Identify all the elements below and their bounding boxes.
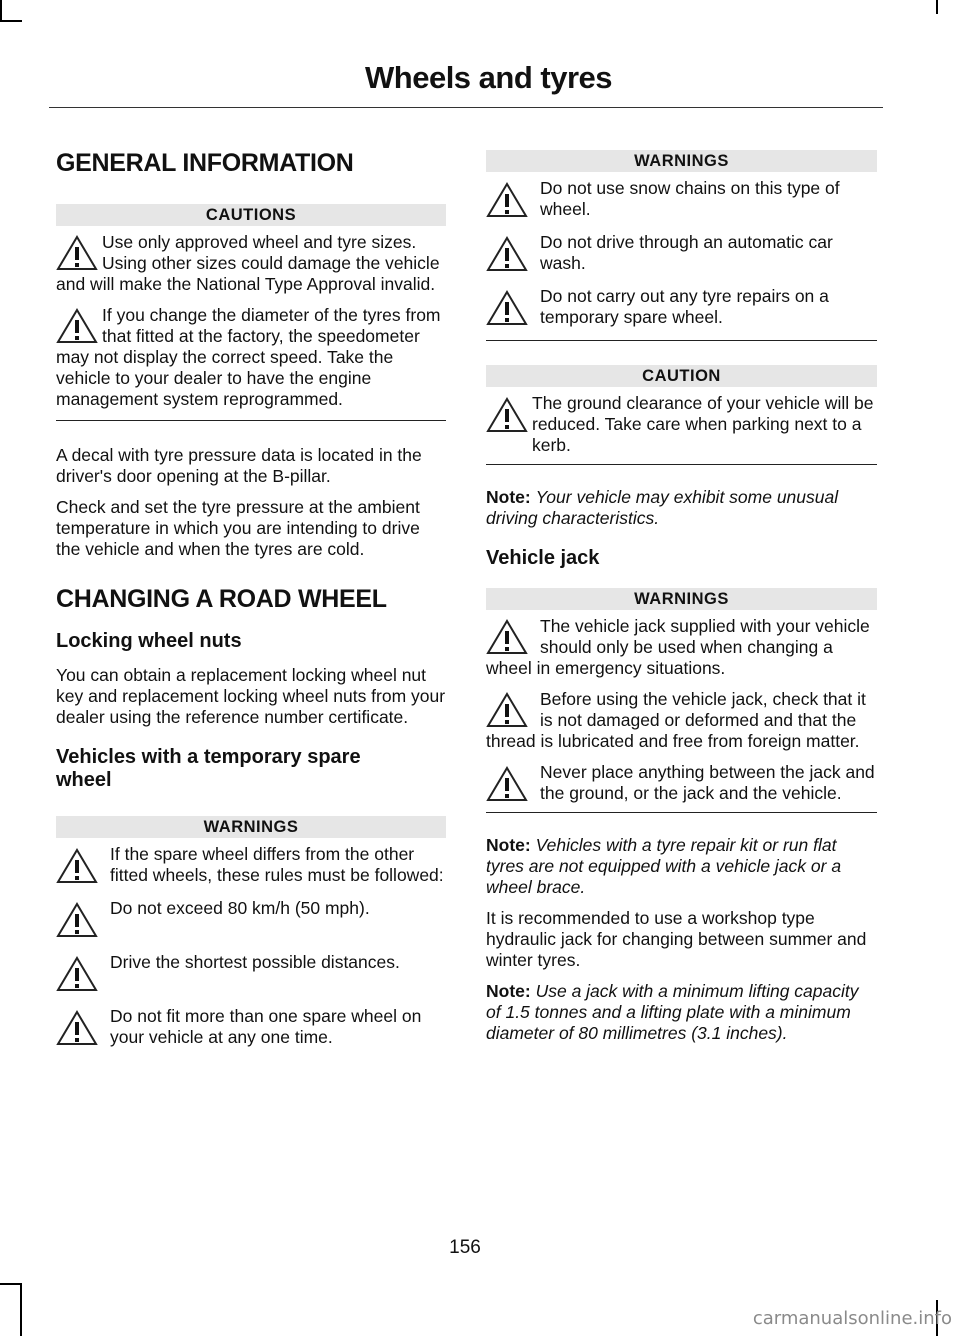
- note-label: Note:: [486, 981, 531, 1001]
- caution-text: Use only approved wheel and tyre sizes. Using other sizes could damage the vehicle and will make the National Type Approval invalid.: [56, 232, 440, 294]
- caution-item: [486, 393, 877, 456]
- note: [486, 487, 877, 529]
- warning-text: Drive the shortest possible distances.: [110, 952, 400, 972]
- warning-text: Do not exceed 80 km/h (50 mph).: [110, 898, 370, 918]
- warning-text: If the spare wheel differs from the other fitted wheels, these rules must be followed:: [110, 844, 444, 885]
- warning-icon: [486, 766, 528, 802]
- paragraph: Check and set the tyre pressure at the ambient temperature in which you are intending to drive the vehicle and when the tyres are cold.: [56, 497, 420, 559]
- warning-text: Do not use snow chains on this type of wheel.: [540, 178, 840, 219]
- section-divider: [486, 340, 877, 341]
- crop-mark: [0, 0, 2, 20]
- note-text: Vehicles with a tyre repair kit or run flat tyres are not equipped with a vehicle jack or a wheel brace.: [486, 835, 842, 897]
- warning-item: [486, 178, 877, 224]
- warning-item: [56, 844, 446, 886]
- warning-item: [486, 286, 877, 332]
- warning-icon: [486, 182, 528, 218]
- warnings-header: WARNINGS: [486, 150, 877, 172]
- warning-icon: [56, 956, 98, 992]
- note: [486, 981, 877, 1044]
- warning-icon: [56, 848, 98, 884]
- note: [486, 835, 877, 898]
- paragraph: It is recommended to use a workshop type hydraulic jack for changing between summer and winter tyres.: [486, 908, 867, 970]
- warning-text: The vehicle jack supplied with your vehicle should only be used when changing a wheel in emergency situations.: [486, 616, 870, 678]
- warning-item: [56, 1006, 446, 1048]
- caution-icon: [486, 397, 528, 433]
- crop-mark: [936, 0, 938, 14]
- section-divider: [56, 420, 446, 421]
- caution-text: If you change the diameter of the tyres from that fitted at the factory, the speedometer may not display the correct speed. Take the vehicle to your dealer to have the engine management system reprogrammed.: [56, 305, 441, 409]
- locking-wheel-nuts-heading: Locking wheel nuts: [56, 630, 242, 652]
- changing-road-wheel-heading: CHANGING A ROAD WHEEL: [56, 585, 387, 613]
- page-title: Wheels and tyres: [365, 60, 612, 95]
- warning-item: [486, 616, 877, 679]
- note-text: Use a jack with a minimum lifting capacity of 1.5 tonnes and a lifting plate with a minimum diameter of 80 millimetres (3.1 inches).: [486, 981, 859, 1043]
- paragraph: You can obtain a replacement locking wheel nut key and replacement locking wheel nuts from your dealer using the reference number certificate.: [56, 665, 446, 727]
- warning-icon: [56, 1010, 98, 1046]
- warning-text: Do not carry out any tyre repairs on a temporary spare wheel.: [540, 286, 829, 327]
- right-column: [486, 140, 877, 1044]
- warnings-header: WARNINGS: [486, 588, 877, 610]
- caution-icon: [56, 308, 98, 344]
- paragraph: A decal with tyre pressure data is located in the driver's door opening at the B-pillar.: [56, 445, 422, 486]
- warning-icon: [486, 692, 532, 728]
- watermark: carmanualsonline.info: [752, 1308, 952, 1329]
- warning-item: [486, 762, 877, 804]
- warning-text: Do not fit more than one spare wheel on your vehicle at any one time.: [110, 1006, 422, 1047]
- warning-item: [56, 952, 446, 1000]
- crop-mark: [0, 1283, 22, 1285]
- page-number: 156: [449, 1237, 481, 1258]
- left-column: [56, 140, 446, 1048]
- caution-item: [56, 232, 446, 295]
- cautions-header: CAUTIONS: [56, 204, 446, 226]
- section-divider: [486, 464, 877, 465]
- general-information-heading: GENERAL INFORMATION: [56, 149, 354, 177]
- warning-icon: [486, 290, 528, 326]
- note-label: Note:: [486, 487, 531, 507]
- warning-item: [56, 898, 446, 946]
- warning-text: Before using the vehicle jack, check that it is not damaged or deformed and that the thread is lubricated and free from foreign matter.: [486, 689, 866, 751]
- crop-mark: [20, 1283, 22, 1336]
- temporary-spare-heading: Vehicles with a temporary spare wheel: [56, 746, 361, 791]
- note-label: Note:: [486, 835, 531, 855]
- caution-text: The ground clearance of your vehicle will be reduced. Take care when parking next to a kerb.: [532, 393, 874, 455]
- warning-text: Never place anything between the jack and the ground, or the jack and the vehicle.: [540, 762, 875, 803]
- warning-text: Do not drive through an automatic car wash.: [540, 232, 833, 273]
- caution-item: [56, 305, 446, 410]
- caution-header: CAUTION: [486, 365, 877, 387]
- vehicle-jack-heading: Vehicle jack: [486, 547, 600, 569]
- crop-mark: [0, 20, 22, 22]
- warning-item: [486, 232, 877, 278]
- note-text: Your vehicle may exhibit some unusual driving characteristics.: [486, 487, 839, 528]
- warning-icon: [486, 619, 532, 655]
- warning-item: [486, 689, 877, 752]
- header-divider: [49, 107, 883, 108]
- warnings-header: WARNINGS: [56, 816, 446, 838]
- warning-icon: [486, 236, 528, 272]
- section-divider: [486, 812, 877, 813]
- caution-icon: [56, 235, 98, 271]
- warning-icon: [56, 902, 98, 938]
